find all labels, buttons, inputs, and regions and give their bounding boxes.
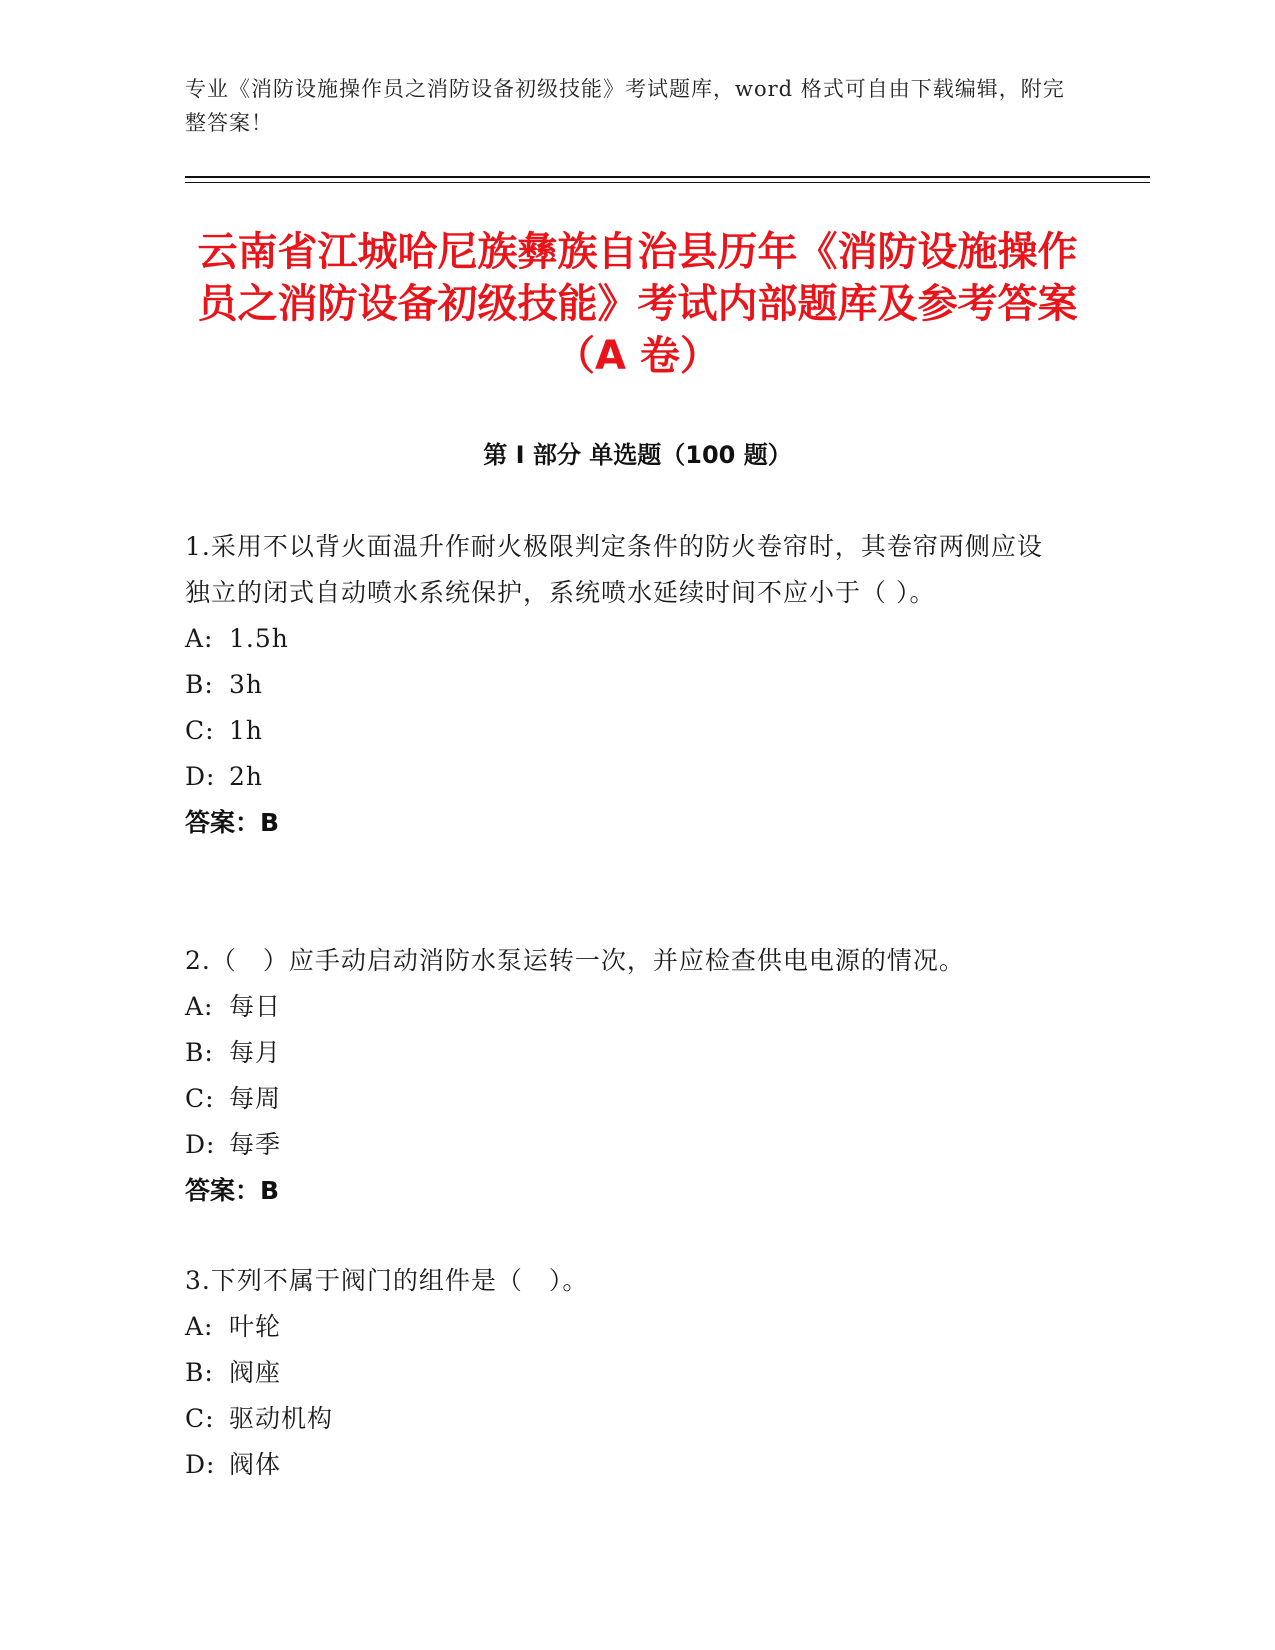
option-letter: C: (185, 1084, 215, 1113)
option-letter: D: (185, 1130, 216, 1159)
answer-label: 答案： (185, 808, 261, 837)
option-letter: D: (185, 1450, 216, 1479)
option-letter: B: (185, 1358, 214, 1387)
answer-line (185, 800, 1065, 846)
option-b (185, 1030, 1065, 1076)
option-letter: B: (185, 1038, 214, 1067)
question-3 (185, 1258, 1065, 1488)
answer-value: B (260, 1176, 280, 1205)
option-text: 每月 (229, 1038, 282, 1067)
question-1 (185, 524, 1065, 846)
option-d (185, 754, 1065, 800)
option-letter: B: (185, 670, 214, 699)
option-text: 1h (229, 716, 264, 745)
option-b (185, 1350, 1065, 1396)
option-text: 驱动机构 (229, 1404, 334, 1433)
option-text: 阀座 (229, 1358, 282, 1387)
option-a (185, 984, 1065, 1030)
option-letter: A: (185, 624, 214, 653)
option-b (185, 662, 1065, 708)
document-title: 云南省江城哈尼族彝族自治县历年《消防设施操作员之消防设备初级技能》考试内部题库及参考答案（A 卷） (197, 229, 1078, 379)
question-stem: 2.（ ）应手动启动消防水泵运转一次，并应检查供电电源的情况。 (185, 946, 965, 975)
option-text: 每日 (229, 992, 282, 1021)
option-d (185, 1122, 1065, 1168)
option-text: 叶轮 (229, 1312, 282, 1341)
option-text: 3h (229, 670, 264, 699)
option-a (185, 616, 1065, 662)
answer-value: B (260, 808, 280, 837)
option-letter: C: (185, 716, 215, 745)
header-divider-thin (185, 182, 1150, 183)
header-divider-thick (185, 176, 1150, 178)
option-d (185, 1442, 1065, 1488)
answer-line (185, 1168, 1065, 1214)
answer-label: 答案： (185, 1176, 261, 1205)
question-stem: 1.采用不以背火面温升作耐火极限判定条件的防火卷帘时，其卷帘两侧应设独立的闭式自动喷水系统保护，系统喷水延续时间不应小于（ ）。 (185, 532, 1043, 607)
option-letter: A: (185, 1312, 214, 1341)
question-2 (185, 938, 1065, 1214)
option-letter: D: (185, 762, 216, 791)
option-text: 每周 (229, 1084, 282, 1113)
option-text: 1.5h (229, 624, 289, 653)
section-title: 第 I 部分 单选题（100 题） (483, 441, 792, 469)
option-c (185, 1396, 1065, 1442)
option-a (185, 1304, 1065, 1350)
option-letter: C: (185, 1404, 215, 1433)
question-stem: 3.下列不属于阀门的组件是（ ）。 (185, 1266, 589, 1295)
option-text: 阀体 (229, 1450, 282, 1479)
header-note: 专业《消防设施操作员之消防设备初级技能》考试题库，word 格式可自由下载编辑，附完整答案！ (185, 77, 1065, 135)
option-c (185, 1076, 1065, 1122)
option-text: 每季 (229, 1130, 282, 1159)
option-letter: A: (185, 992, 214, 1021)
option-text: 2h (229, 762, 264, 791)
option-c (185, 708, 1065, 754)
